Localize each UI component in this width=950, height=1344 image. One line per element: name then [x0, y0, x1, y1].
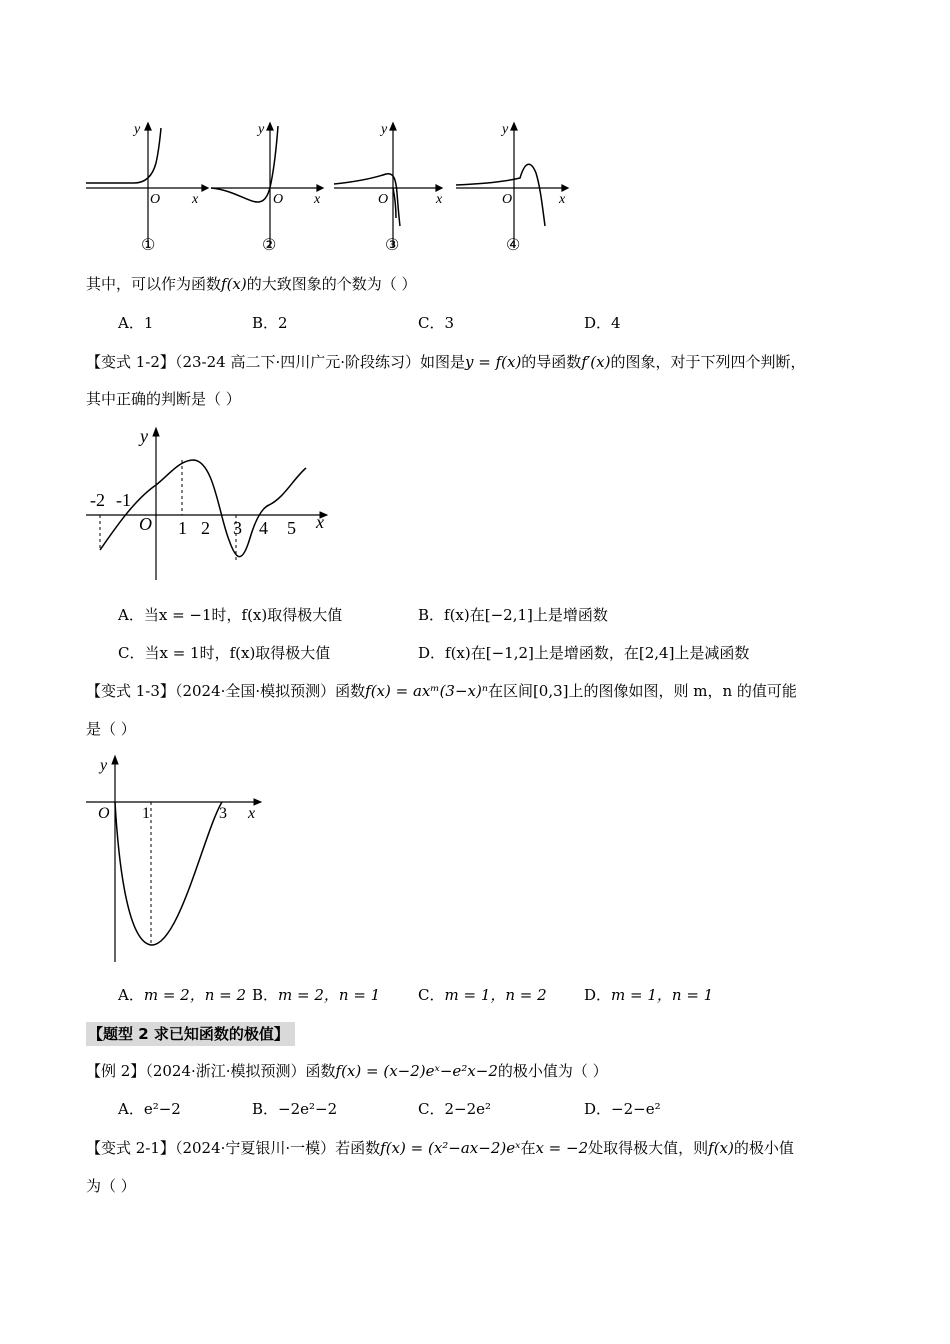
option-label: C． [418, 986, 445, 1004]
q4-source: （2024·宁夏银川·一模）若函数 [174, 1139, 381, 1157]
q2-stem-line1 [86, 352, 805, 372]
q4-expr: f(x) = (x²−ax−2)eˣ [380, 1139, 521, 1157]
q1-stem-a: 其中，可以作为函数 [86, 275, 222, 293]
q2-tick: 3 [233, 518, 242, 538]
option-text: −2−e² [611, 1100, 661, 1118]
q4-tail1: 处取得极大值，则 [588, 1139, 709, 1157]
panel2-x-label: x [314, 192, 321, 207]
q2-x-label: x [316, 512, 324, 532]
option-label: C． [118, 644, 145, 662]
panel1-y-label: y [134, 122, 141, 137]
q3-stem-line2: 是（ ） [86, 720, 136, 738]
q3-tick: 1 [142, 805, 150, 822]
option-text: 2 [278, 314, 288, 332]
option-label: A． [118, 606, 144, 624]
panel3-o-label: O [378, 192, 389, 207]
panel2-y-label: y [258, 122, 265, 137]
option-label: A． [118, 314, 144, 332]
option-text: m = 1，n = 1 [611, 986, 714, 1004]
ex2-tag: 【例 2】 [86, 1062, 146, 1080]
ex2-option-a[interactable] [118, 1099, 181, 1119]
q3-option-a[interactable] [118, 985, 246, 1005]
q2-expr1: y = f(x) [465, 353, 522, 371]
q1-option-b[interactable] [252, 313, 288, 333]
option-text: m = 2，n = 1 [278, 986, 381, 1004]
panel1-x-label: x [192, 192, 199, 207]
q3-option-d[interactable] [584, 985, 713, 1005]
q2-o-label: O [139, 514, 152, 534]
option-text: 当x = −1时，f(x)取得极大值 [143, 606, 343, 624]
q2-tick: -2 [90, 490, 105, 510]
q2-tick: 4 [259, 518, 268, 538]
ex2-source: （2024·浙江·模拟预测）函数 [145, 1062, 336, 1080]
option-text: m = 1，n = 2 [444, 986, 547, 1004]
q4-tail2: 的极小值 [733, 1139, 794, 1157]
q1-option-c[interactable] [418, 313, 454, 333]
q1-stem [86, 274, 417, 294]
q2-tick: 5 [287, 518, 296, 538]
ex2-expr: f(x) = (x−2)eˣ−e²x−2 [335, 1062, 498, 1080]
option-label: B． [252, 314, 279, 332]
panel1-number: ① [141, 237, 156, 254]
q3-option-c[interactable] [418, 985, 547, 1005]
q3-tick: 3 [219, 805, 227, 822]
option-label: B． [252, 986, 279, 1004]
q2-tag: 【变式 1-2】 [86, 353, 175, 371]
ex2-stem [86, 1061, 608, 1081]
q3-option-b[interactable] [252, 985, 380, 1005]
q3-stem-line1 [86, 681, 797, 701]
panel1-o-label: O [150, 192, 161, 207]
q4-mid: 在 [520, 1139, 536, 1157]
option-label: D． [584, 314, 612, 332]
graph-panel-1 [86, 123, 208, 248]
q2-option-d[interactable] [418, 643, 749, 663]
option-label: A． [118, 986, 144, 1004]
q3-o-label: O [98, 805, 110, 822]
q2-source: （23-24 高二下·四川广元·阶段练习）如图是 [174, 353, 465, 371]
q2-mid: 的导函数 [521, 353, 582, 371]
panel3-x-label: x [436, 192, 443, 207]
ex2-tail: 的极小值为（ ） [497, 1062, 608, 1080]
option-text: 当x = 1时，f(x)取得极大值 [144, 644, 331, 662]
option-text: 1 [143, 314, 154, 332]
graph-panel-3 [334, 123, 442, 248]
ex2-option-b[interactable] [252, 1099, 337, 1119]
q2-expr2: f′(x) [581, 353, 611, 371]
option-label: D． [584, 1100, 612, 1118]
q2-tick: -1 [116, 490, 131, 510]
q3-tag: 【变式 1-3】 [86, 682, 175, 700]
q3-expr: f(x) = axᵐ(3−x)ⁿ [365, 682, 488, 700]
figure-four-graphs [84, 118, 584, 258]
q3-y-label: y [100, 757, 108, 774]
q2-option-c[interactable] [118, 643, 330, 663]
option-text: e²−2 [143, 1100, 181, 1118]
q1-stem-b: 的大致图象的个数为（ ） [246, 275, 417, 293]
q4-fx: f(x) [708, 1139, 734, 1157]
q1-fx: f(x) [221, 275, 247, 293]
section-heading: 【题型 2 求已知函数的极值】 [86, 1022, 295, 1046]
option-text: −2e²−2 [278, 1100, 338, 1118]
ex2-option-d[interactable] [584, 1099, 661, 1119]
q2-tick: 1 [178, 518, 187, 538]
panel3-number: ③ [385, 237, 400, 254]
graph-panel-4 [456, 123, 568, 248]
q4-stem-line2: 为（ ） [86, 1177, 136, 1195]
option-text: 4 [611, 314, 621, 332]
q2-option-b[interactable] [418, 605, 608, 625]
q2-derivative-graph [84, 420, 344, 590]
panel4-o-label: O [502, 192, 513, 207]
q4-tag: 【变式 2-1】 [86, 1139, 175, 1157]
q3-x-label: x [248, 805, 256, 822]
q4-cond: x = −2 [535, 1139, 589, 1157]
panel2-o-label: O [273, 192, 284, 207]
option-label: D． [584, 986, 612, 1004]
q4-stem-line1 [86, 1138, 794, 1158]
option-text: f(x)在[−2,1]上是增函数 [444, 606, 608, 624]
option-text: m = 2，n = 2 [143, 986, 247, 1004]
option-text: f(x)在[−1,2]上是增函数，在[2,4]上是减函数 [445, 644, 750, 662]
option-text: 3 [444, 314, 455, 332]
option-label: B． [418, 606, 445, 624]
q3-tail: 在区间[0,3]上的图像如图，则 m，n 的值可能 [487, 682, 797, 700]
q3-function-graph [84, 752, 274, 967]
graph-panel-2 [211, 123, 323, 248]
option-text: 2−2e² [444, 1100, 492, 1118]
q2-option-a[interactable] [118, 605, 342, 625]
option-label: C． [418, 314, 445, 332]
q2-stem-line2: 其中正确的判断是（ ） [86, 390, 241, 408]
q3-source: （2024·全国·模拟预测）函数 [174, 682, 366, 700]
q1-option-d[interactable] [584, 313, 621, 333]
option-label: A． [118, 1100, 144, 1118]
panel3-y-label: y [381, 122, 388, 137]
q2-tail: 的图象，对于下列四个判断， [610, 353, 806, 371]
ex2-option-c[interactable] [418, 1099, 491, 1119]
q2-y-label: y [140, 426, 148, 446]
q1-option-a[interactable] [118, 313, 153, 333]
panel4-number: ④ [506, 237, 521, 254]
panel4-y-label: y [502, 122, 509, 137]
q2-tick: 2 [201, 518, 210, 538]
option-label: D． [418, 644, 446, 662]
panel2-number: ② [262, 237, 277, 254]
option-label: B． [252, 1100, 279, 1118]
option-label: C． [418, 1100, 445, 1118]
panel4-x-label: x [559, 192, 566, 207]
